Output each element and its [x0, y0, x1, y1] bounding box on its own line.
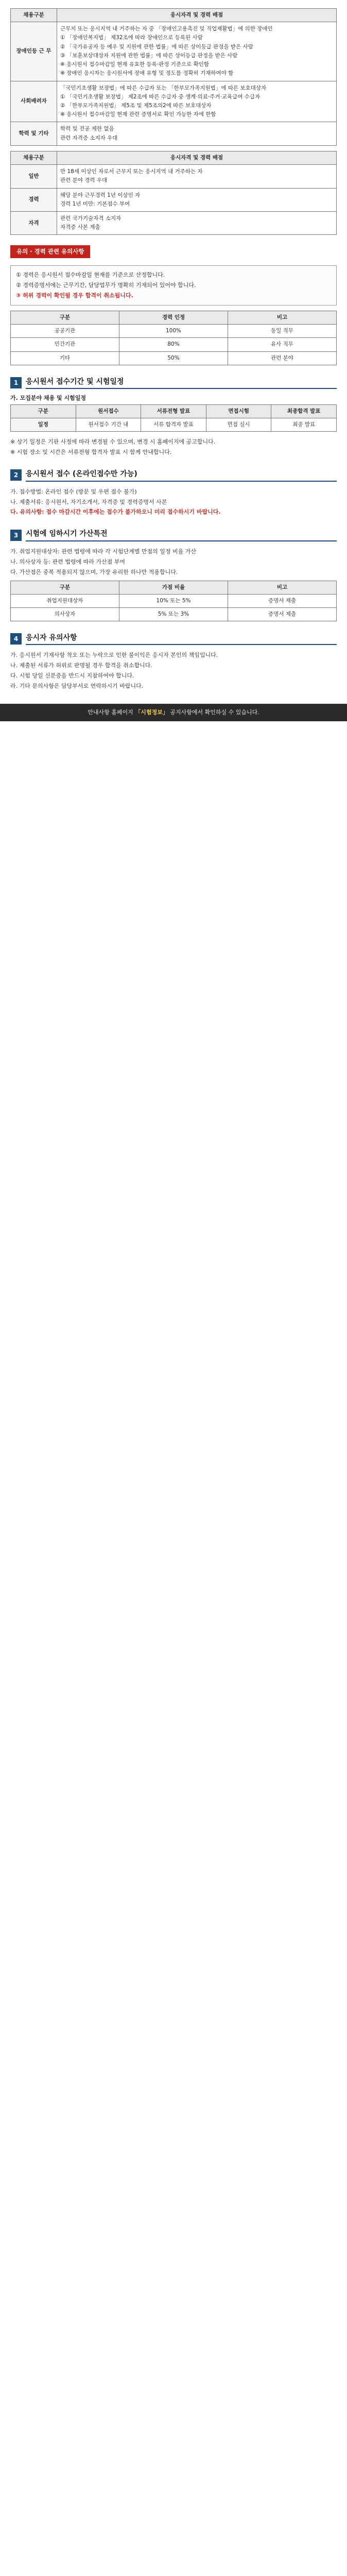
- row-details: [57, 165, 337, 188]
- table-cell: 민간기관: [11, 338, 119, 351]
- warning-note: ② 경력증명서에는 근무기간, 담당업무가 명확히 기재되어 있어야 합니다.: [16, 281, 196, 289]
- section-paragraph: 가. 취업지원대상자: 관련 법령에 따라 각 시험단계별 만점의 일정 비율 가산: [10, 548, 196, 555]
- table-header: 응시자격 및 경력 배점: [57, 151, 337, 164]
- detail-line: 자격증 사본 제출: [60, 224, 100, 231]
- table-row: [11, 211, 337, 234]
- table-row: [11, 418, 337, 432]
- section-4-heading: [10, 633, 337, 645]
- detail-line: ※ 응시원서 접수마감일 현재 관련 증명서로 확인 가능한 자에 한함: [60, 111, 216, 118]
- table-header: 최종합격 발표: [271, 404, 337, 418]
- table-header: 응시자격 및 경력 배점: [57, 9, 337, 22]
- detail-line: 관련 분야 경력 우대: [60, 177, 108, 184]
- table-header: 경력 인정: [119, 311, 228, 324]
- career-warning-box: [10, 265, 337, 306]
- row-details: [57, 81, 337, 122]
- table-header: 원서접수: [76, 404, 141, 418]
- row-category: 경력: [11, 188, 57, 211]
- table-row: [11, 188, 337, 211]
- table-cell: 서류 합격자 발표: [141, 418, 206, 432]
- warning-note: ① 경력은 응시원서 접수마감일 현재를 기준으로 산정합니다.: [16, 272, 165, 279]
- table-cell: 동일 직무: [228, 325, 337, 338]
- table-row: [11, 122, 337, 145]
- section-paragraph: 나. 의사상자 등: 관련 법령에 따라 가산점 부여: [10, 558, 125, 565]
- table-row: [11, 22, 337, 81]
- detail-line: 관련 자격증 소지자 우대: [60, 134, 118, 141]
- table-header: 채용구분: [11, 9, 57, 22]
- detail-line: 해당 분야 근무경력 1년 이상인 자: [60, 192, 141, 198]
- footer-text: 공지사항에서 확인하실 수 있습니다.: [168, 709, 259, 716]
- section-3-heading: [10, 529, 337, 541]
- table-cell: 50%: [119, 351, 228, 365]
- table-row: [11, 325, 337, 338]
- table-cell: 유사 직무: [228, 338, 337, 351]
- table-cell: 5% 또는 3%: [119, 607, 228, 621]
- table-cell: 최종 발표: [271, 418, 337, 432]
- table-cell: 기타: [11, 351, 119, 365]
- detail-line: ① 「장애인복지법」 제32조에 따라 장애인으로 등록된 사람: [60, 35, 203, 41]
- table-cell: 공공기관: [11, 325, 119, 338]
- detail-line: 관련 국가기술자격 소지자: [60, 215, 122, 222]
- section-number: 2: [10, 469, 22, 481]
- table-header: 비고: [228, 311, 337, 324]
- table-row: [11, 351, 337, 365]
- table-row: [11, 594, 337, 607]
- detail-line: 만 18세 이상인 자로서 근무지 또는 응시지역 내 거주하는 자: [60, 168, 203, 175]
- section-1-heading: [10, 377, 337, 389]
- row-category: 장애인등 근 무: [11, 22, 57, 81]
- section-number: 4: [10, 633, 22, 645]
- row-details: [57, 188, 337, 211]
- career-warning-banner: 유의 · 경력 관련 유의사항: [10, 245, 90, 258]
- detail-line: ① 「국민기초생활 보장법」 제2조에 따른 수급자 중 생계·의료·주거·교육급여 수급자: [60, 93, 261, 100]
- table-cell: 의사상자: [11, 607, 119, 621]
- detail-line: ③ 「보훈보상대상자 지원에 관한 법률」에 따른 상이등급 판정을 받은 사람: [60, 52, 238, 59]
- section-paragraph: 나. 제출된 서류가 허위로 판명될 경우 합격을 취소합니다.: [10, 662, 152, 669]
- table-cell: 증명서 제출: [228, 594, 337, 607]
- row-category: 학력 및 기타: [11, 122, 57, 145]
- detail-line: 근무지 또는 응시지역 내 거주하는 자 중 「장애인고용촉진 및 직업재활법」에 의한 장애인: [60, 26, 273, 32]
- section-paragraph: 가. 응시원서 기재사항 착오 또는 누락으로 인한 불이익은 응시자 본인의 책임입니다.: [10, 652, 218, 659]
- detail-line: 학력 및 전공 제한 없음: [60, 126, 114, 132]
- table-header: 가점 비율: [119, 581, 228, 594]
- eligibility-table-2: [10, 151, 337, 235]
- detail-line: ※ 장애인 응시자는 응시원서에 장애 유형 및 정도를 정확히 기재하여야 함: [60, 70, 234, 77]
- section-paragraph: 다. 유의사항: 접수 마감시간 이후에는 접수가 불가하오니 미리 접수하시기 바랍니다.: [10, 509, 221, 516]
- section-title: 응시자 유의사항: [26, 633, 337, 645]
- table-cell: 면접 실시: [206, 418, 271, 432]
- subsection-title: 가. 모집분야 채용 및 시험일정: [10, 395, 86, 402]
- footer-highlight: 「시험정보」: [135, 709, 168, 716]
- row-category: 자격: [11, 211, 57, 234]
- section-title: 시험에 임하시기 가산특전: [26, 529, 337, 541]
- section-title: 응시원서 접수 (온라인접수만 가능): [26, 469, 337, 481]
- section-paragraph: 다. 가산점은 중복 적용되지 않으며, 가장 유리한 하나만 적용합니다.: [10, 568, 178, 575]
- table-row: [11, 81, 337, 122]
- table-header: 비고: [228, 581, 337, 594]
- table-header: 서류전형 발표: [141, 404, 206, 418]
- section-paragraph: 나. 제출서류: 응시원서, 자기소개서, 자격증 및 경력증명서 사본: [10, 498, 167, 505]
- row-category: 사회배려자: [11, 81, 57, 122]
- row-category: 일반: [11, 165, 57, 188]
- detail-line: ② 「국가유공자 등 예우 및 지원에 관한 법률」에 따른 상이등급 판정을 받은 사람: [60, 43, 253, 50]
- section-number: 1: [10, 377, 22, 388]
- section-number: 3: [10, 530, 22, 541]
- row-details: [57, 122, 337, 145]
- footer-banner: [0, 704, 347, 721]
- table-header: 구분: [11, 404, 76, 418]
- row-details: [57, 211, 337, 234]
- table-cell: 원서접수 기간 내: [76, 418, 141, 432]
- table-cell: 100%: [119, 325, 228, 338]
- table-cell: 취업지원대상자: [11, 594, 119, 607]
- job-posting-page: [0, 0, 347, 721]
- schedule-note: ※ 시험 장소 및 시간은 서류전형 합격자 발표 시 함께 안내합니다.: [10, 449, 172, 456]
- table-cell: 증명서 제출: [228, 607, 337, 621]
- table-header: 면접시험: [206, 404, 271, 418]
- section-paragraph: 다. 시험 당일 신분증을 반드시 지참하여야 합니다.: [10, 672, 134, 680]
- table-row: [11, 607, 337, 621]
- schedule-table: [10, 404, 337, 432]
- row-details: [57, 22, 337, 81]
- table-cell: 10% 또는 5%: [119, 594, 228, 607]
- detail-line: ※ 응시원서 접수마감일 현재 유효한 등록·판정 기준으로 확인함: [60, 61, 210, 68]
- detail-line: 「국민기초생활 보장법」에 따른 수급자 또는 「한부모가족지원법」에 따른 보호대상자: [60, 84, 267, 91]
- bonus-table: [10, 581, 337, 622]
- section-paragraph: 가. 접수방법: 온라인 접수 (방문 및 우편 접수 불가): [10, 488, 137, 495]
- table-header: 채용구분: [11, 151, 57, 164]
- section-2-heading: [10, 469, 337, 481]
- eligibility-table-1: [10, 8, 337, 146]
- table-cell: 관련 분야: [228, 351, 337, 365]
- table-cell: 일정: [11, 418, 76, 432]
- warning-note: ③ 허위 경력이 확인될 경우 합격이 취소됩니다.: [16, 292, 133, 299]
- section-title: 응시원서 접수기간 및 시험일정: [26, 377, 337, 389]
- table-row: [11, 338, 337, 351]
- career-table: [10, 311, 337, 365]
- schedule-note: ※ 상기 일정은 기관 사정에 따라 변경될 수 있으며, 변경 시 홈페이지에 공고합니다.: [10, 438, 216, 446]
- table-header: 구분: [11, 311, 119, 324]
- section-paragraph: 라. 기타 문의사항은 담당부서로 연락하시기 바랍니다.: [10, 683, 144, 690]
- footer-text: 안내사항 홈페이지: [88, 709, 135, 716]
- table-header: 구분: [11, 581, 119, 594]
- table-cell: 80%: [119, 338, 228, 351]
- detail-line: 경력 1년 미만: 기본점수 부여: [60, 200, 130, 207]
- detail-line: ② 「한부모가족지원법」 제5조 및 제5조의2에 따른 보호대상자: [60, 102, 212, 109]
- table-row: [11, 165, 337, 188]
